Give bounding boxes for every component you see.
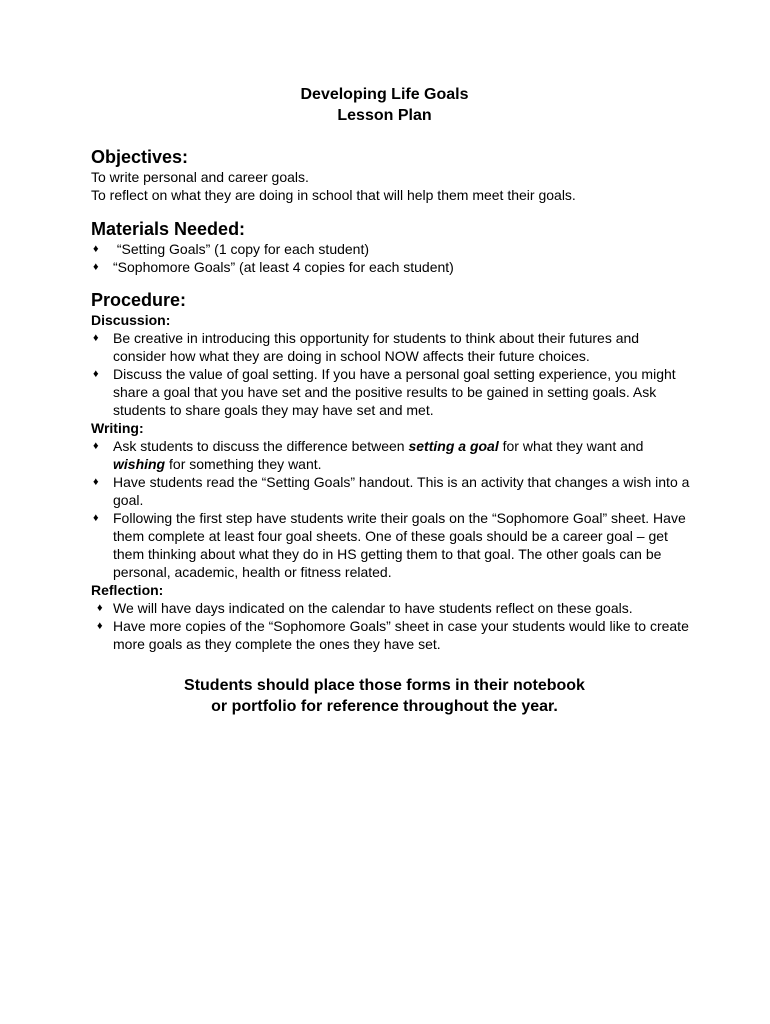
material-text: “Setting Goals” (1 copy for each student) bbox=[113, 241, 370, 257]
list-item bbox=[91, 240, 690, 258]
writing-text-part: for what they want and bbox=[498, 438, 648, 454]
material-text: “Sophomore Goals” (at least 4 copies for each student) bbox=[113, 259, 454, 275]
objective-line: To reflect on what they are doing in school that will help them meet their goals. bbox=[91, 187, 576, 203]
emphasis-wishing: wishing bbox=[113, 456, 166, 472]
materials-heading: Materials Needed: bbox=[91, 219, 246, 239]
diamond-bullet-icon: ♦ bbox=[93, 261, 99, 273]
discussion-list bbox=[91, 329, 690, 419]
reflection-text: We will have days indicated on the calendar to have students reflect on these goals. bbox=[113, 600, 633, 616]
materials-list bbox=[91, 240, 690, 276]
closing-line-1: Students should place those forms in their notebook bbox=[184, 677, 585, 694]
diamond-bullet-icon: ♦ bbox=[93, 243, 99, 255]
reflection-list bbox=[91, 599, 690, 653]
list-item bbox=[91, 258, 690, 276]
writing-text-part: for something they want. bbox=[165, 456, 322, 472]
writing-heading: Writing: bbox=[91, 420, 144, 436]
list-item bbox=[91, 329, 690, 365]
title-line-1: Developing Life Goals bbox=[300, 86, 469, 103]
diamond-bullet-icon: ♦ bbox=[97, 620, 103, 632]
reflection-heading: Reflection: bbox=[91, 582, 164, 598]
discussion-text: Discuss the value of goal setting. If you have a personal goal setting experience, you might share a goal that you have set and the positive results to be gained in setting goals. Ask students to share goals they may have set and met. bbox=[113, 366, 676, 418]
list-item bbox=[91, 365, 690, 419]
discussion-heading: Discussion: bbox=[91, 312, 171, 328]
discussion-text: Be creative in introducing this opportunity for students to think about their futures and consider how what they are doing in school NOW affects their future choices. bbox=[113, 330, 640, 364]
writing-list bbox=[91, 437, 690, 581]
diamond-bullet-icon: ♦ bbox=[93, 332, 99, 344]
procedure-heading: Procedure: bbox=[91, 290, 187, 310]
emphasis-setting-a-goal: setting a goal bbox=[408, 438, 499, 454]
list-item bbox=[91, 509, 690, 581]
title-line-2: Lesson Plan bbox=[337, 107, 432, 124]
list-item bbox=[91, 599, 690, 617]
writing-text-part: Ask students to discuss the difference between bbox=[113, 438, 409, 454]
reflection-text: Have more copies of the “Sophomore Goals” sheet in case your students would like to create more goals as they complete the ones they have set. bbox=[113, 618, 689, 652]
list-item bbox=[91, 473, 690, 509]
objectives-heading: Objectives: bbox=[91, 147, 189, 167]
closing-statement bbox=[79, 675, 690, 717]
diamond-bullet-icon: ♦ bbox=[93, 512, 99, 524]
closing-line-2: or portfolio for reference throughout the year. bbox=[211, 698, 558, 715]
objective-line: To write personal and career goals. bbox=[91, 169, 309, 185]
writing-text: Have students read the “Setting Goals” handout. This is an activity that changes a wish into a goal. bbox=[113, 474, 690, 508]
diamond-bullet-icon: ♦ bbox=[93, 440, 99, 452]
diamond-bullet-icon: ♦ bbox=[97, 602, 103, 614]
diamond-bullet-icon: ♦ bbox=[93, 476, 99, 488]
writing-text: Following the first step have students write their goals on the “Sophomore Goal” sheet. Have them complete at least four goal sheets. One of these goals should be a career goal – get them thinking about what they do in HS getting them to that goal. The other goals can be personal, academic, health or fitness related. bbox=[113, 510, 686, 580]
list-item bbox=[91, 437, 690, 473]
objectives-list bbox=[91, 168, 690, 204]
document-title bbox=[79, 84, 690, 126]
diamond-bullet-icon: ♦ bbox=[93, 368, 99, 380]
list-item bbox=[91, 617, 690, 653]
